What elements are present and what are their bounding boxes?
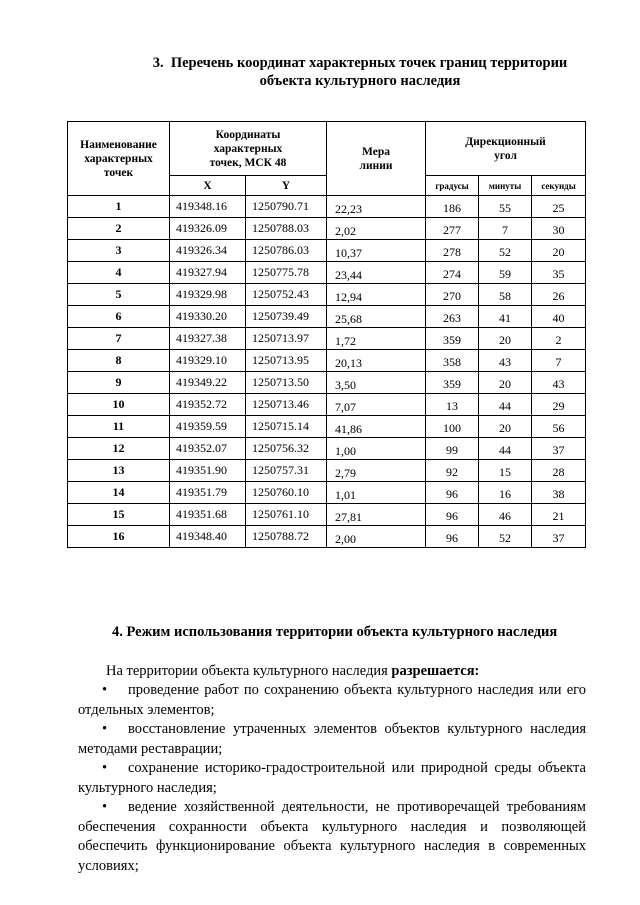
coord-y: 1250752.43 — [246, 284, 327, 306]
line-measure: 22,23 — [327, 196, 426, 218]
point-number: 4 — [68, 262, 170, 284]
angle-minutes: 46 — [479, 504, 532, 526]
header-x: X — [170, 176, 246, 196]
table-row — [68, 262, 586, 284]
coord-y: 1250713.97 — [246, 328, 327, 350]
list-item — [78, 798, 586, 876]
header-y: Y — [246, 176, 327, 196]
angle-minutes: 20 — [479, 416, 532, 438]
table-row — [68, 196, 586, 218]
coord-x: 419326.09 — [170, 218, 246, 240]
point-number: 15 — [68, 504, 170, 526]
coord-x: 419327.94 — [170, 262, 246, 284]
coord-y: 1250757.31 — [246, 460, 327, 482]
header-seconds: секунды — [532, 176, 586, 196]
bullet-icon: • — [102, 799, 108, 815]
point-number: 12 — [68, 438, 170, 460]
coord-y: 1250713.95 — [246, 350, 327, 372]
section-3-title-line2: объекта культурного наследия — [259, 73, 461, 89]
coord-x: 419329.10 — [170, 350, 246, 372]
line-measure: 2,00 — [327, 526, 426, 548]
point-number: 3 — [68, 240, 170, 262]
angle-minutes: 15 — [479, 460, 532, 482]
point-number: 9 — [68, 372, 170, 394]
angle-seconds: 43 — [532, 372, 586, 394]
angle-minutes: 7 — [479, 218, 532, 240]
line-measure: 12,94 — [327, 284, 426, 306]
coord-y: 1250760.10 — [246, 482, 327, 504]
angle-degrees: 96 — [426, 526, 479, 548]
angle-seconds: 38 — [532, 482, 586, 504]
coord-y: 1250713.46 — [246, 394, 327, 416]
point-number: 16 — [68, 526, 170, 548]
line-measure: 10,37 — [327, 240, 426, 262]
table-header-row — [68, 122, 586, 176]
point-number: 10 — [68, 394, 170, 416]
angle-degrees: 186 — [426, 196, 479, 218]
line-measure: 25,68 — [327, 306, 426, 328]
line-measure: 1,72 — [327, 328, 426, 350]
coord-x: 419326.34 — [170, 240, 246, 262]
angle-degrees: 359 — [426, 372, 479, 394]
coord-x: 419352.07 — [170, 438, 246, 460]
coord-y: 1250715.14 — [246, 416, 327, 438]
table-row — [68, 284, 586, 306]
header-point-name: Наименование характерных точек — [68, 122, 170, 196]
line-measure: 7,07 — [327, 394, 426, 416]
angle-seconds: 2 — [532, 328, 586, 350]
intro-permitted-label: разрешается: — [391, 663, 480, 679]
coord-y: 1250756.32 — [246, 438, 327, 460]
coord-x: 419327.38 — [170, 328, 246, 350]
angle-degrees: 96 — [426, 482, 479, 504]
list-item — [78, 681, 586, 720]
table-row — [68, 350, 586, 372]
table-row — [68, 460, 586, 482]
bullet-icon: • — [102, 682, 108, 698]
angle-minutes: 16 — [479, 482, 532, 504]
angle-seconds: 29 — [532, 394, 586, 416]
angle-seconds: 37 — [532, 526, 586, 548]
angle-degrees: 263 — [426, 306, 479, 328]
list-item-text: сохранение историко-градостроительной или природной среды объекта культурного наследия; — [78, 760, 586, 796]
line-measure: 1,00 — [327, 438, 426, 460]
angle-seconds: 30 — [532, 218, 586, 240]
section-4-title: 4. Режим использования территории объекта культурного наследия — [112, 624, 558, 640]
coord-x: 419329.98 — [170, 284, 246, 306]
list-item-text: ведение хозяйственной деятельности, не противоречащей требованиям обеспечения сохранности объекта культурного наследия и позволяющей обеспечить функционирование объекта культурного наследия в современных условиях; — [78, 799, 586, 874]
coord-y: 1250739.49 — [246, 306, 327, 328]
section-3-title — [80, 54, 640, 90]
table-row — [68, 306, 586, 328]
list-item-text: восстановление утраченных элементов объектов культурного наследия методами реставрации; — [78, 721, 586, 757]
header-direction-angle: Дирекционный угол — [426, 122, 586, 176]
table-row — [68, 438, 586, 460]
angle-degrees: 270 — [426, 284, 479, 306]
point-number: 13 — [68, 460, 170, 482]
list-item — [78, 720, 586, 759]
coord-x: 419330.20 — [170, 306, 246, 328]
line-measure: 2,79 — [327, 460, 426, 482]
table-row — [68, 218, 586, 240]
angle-minutes: 41 — [479, 306, 532, 328]
table-row — [68, 240, 586, 262]
angle-seconds: 20 — [532, 240, 586, 262]
coord-x: 419348.40 — [170, 526, 246, 548]
line-measure: 1,01 — [327, 482, 426, 504]
line-measure: 27,81 — [327, 504, 426, 526]
table-row — [68, 416, 586, 438]
point-number: 1 — [68, 196, 170, 218]
angle-degrees: 96 — [426, 504, 479, 526]
point-number: 14 — [68, 482, 170, 504]
angle-minutes: 55 — [479, 196, 532, 218]
line-measure: 2,02 — [327, 218, 426, 240]
line-measure: 41,86 — [327, 416, 426, 438]
coord-x: 419348.16 — [170, 196, 246, 218]
angle-minutes: 52 — [479, 240, 532, 262]
table-row — [68, 504, 586, 526]
angle-degrees: 92 — [426, 460, 479, 482]
angle-minutes: 20 — [479, 372, 532, 394]
line-measure: 23,44 — [327, 262, 426, 284]
angle-degrees: 100 — [426, 416, 479, 438]
point-number: 2 — [68, 218, 170, 240]
angle-minutes: 44 — [479, 438, 532, 460]
coord-y: 1250788.03 — [246, 218, 327, 240]
angle-degrees: 274 — [426, 262, 479, 284]
point-number: 11 — [68, 416, 170, 438]
section-3-title-line1: 3. Перечень координат характерных точек границ территории — [152, 55, 568, 71]
line-measure: 20,13 — [327, 350, 426, 372]
line-measure: 3,50 — [327, 372, 426, 394]
point-number: 7 — [68, 328, 170, 350]
table-row — [68, 328, 586, 350]
angle-minutes: 59 — [479, 262, 532, 284]
table-row — [68, 526, 586, 548]
table-row — [68, 394, 586, 416]
point-number: 8 — [68, 350, 170, 372]
angle-degrees: 13 — [426, 394, 479, 416]
angle-seconds: 37 — [532, 438, 586, 460]
angle-degrees: 358 — [426, 350, 479, 372]
coord-y: 1250761.10 — [246, 504, 327, 526]
coord-y: 1250786.03 — [246, 240, 327, 262]
angle-seconds: 7 — [532, 350, 586, 372]
coord-x: 419352.72 — [170, 394, 246, 416]
angle-degrees: 278 — [426, 240, 479, 262]
angle-minutes: 43 — [479, 350, 532, 372]
angle-seconds: 40 — [532, 306, 586, 328]
permitted-intro — [106, 662, 586, 682]
coord-y: 1250713.50 — [246, 372, 327, 394]
angle-seconds: 56 — [532, 416, 586, 438]
coord-y: 1250788.72 — [246, 526, 327, 548]
coord-x: 419351.68 — [170, 504, 246, 526]
table-row — [68, 482, 586, 504]
point-number: 5 — [68, 284, 170, 306]
list-item-text: проведение работ по сохранению объекта культурного наследия или его отдельных элементов; — [78, 682, 586, 718]
angle-seconds: 26 — [532, 284, 586, 306]
angle-degrees: 277 — [426, 218, 479, 240]
angle-minutes: 44 — [479, 394, 532, 416]
intro-text: На территории объекта культурного наследия — [106, 663, 392, 679]
bullet-icon: • — [102, 721, 108, 737]
angle-degrees: 99 — [426, 438, 479, 460]
angle-minutes: 20 — [479, 328, 532, 350]
coord-x: 419349.22 — [170, 372, 246, 394]
angle-seconds: 28 — [532, 460, 586, 482]
angle-minutes: 52 — [479, 526, 532, 548]
coord-x: 419351.90 — [170, 460, 246, 482]
angle-seconds: 25 — [532, 196, 586, 218]
header-minutes: минуты — [479, 176, 532, 196]
table-row — [68, 372, 586, 394]
angle-minutes: 58 — [479, 284, 532, 306]
angle-seconds: 35 — [532, 262, 586, 284]
coord-x: 419359.59 — [170, 416, 246, 438]
header-coordinates: Координаты характерных точек, МСК 48 — [170, 122, 327, 176]
list-item — [78, 759, 586, 798]
header-measure: Мера линии — [327, 122, 426, 196]
coord-y: 1250775.78 — [246, 262, 327, 284]
coord-x: 419351.79 — [170, 482, 246, 504]
coordinates-table — [67, 121, 586, 548]
bullet-icon: • — [102, 760, 108, 776]
coord-y: 1250790.71 — [246, 196, 327, 218]
angle-degrees: 359 — [426, 328, 479, 350]
header-degrees: градусы — [426, 176, 479, 196]
angle-seconds: 21 — [532, 504, 586, 526]
point-number: 6 — [68, 306, 170, 328]
